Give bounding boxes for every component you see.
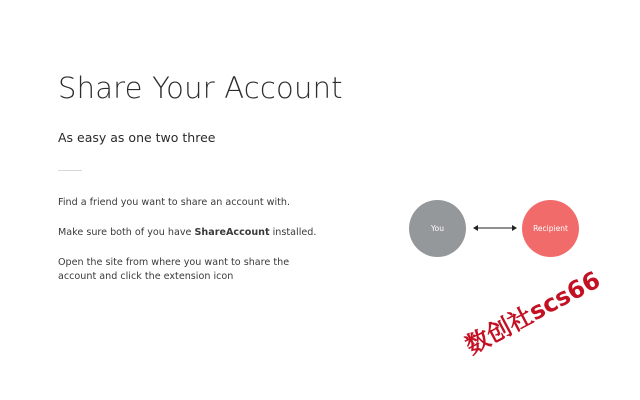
step-1	[58, 196, 318, 210]
divider	[58, 170, 82, 171]
recipient-label: Recipient	[533, 224, 568, 233]
share-diagram	[408, 199, 580, 259]
page-subtitle: As easy as one two three	[58, 130, 216, 145]
watermark: 数创社scs66	[460, 265, 605, 361]
step-3-text: Open the site from where you want to share the account and click the extension icon	[58, 257, 290, 282]
double-arrow-icon	[472, 222, 518, 234]
recipient-circle	[522, 200, 579, 257]
you-circle	[409, 200, 466, 257]
steps-list	[58, 196, 318, 300]
step-2-prefix: Make sure both of you have	[58, 227, 195, 238]
step-2	[58, 226, 318, 240]
step-2-extension-name: ShareAccount	[194, 227, 270, 238]
step-2-suffix: installed.	[269, 227, 317, 238]
page-title: Share Your Account	[58, 71, 343, 105]
step-3	[58, 256, 318, 284]
you-label: You	[431, 224, 444, 233]
step-1-text: Find a friend you want to share an account with.	[58, 197, 291, 208]
